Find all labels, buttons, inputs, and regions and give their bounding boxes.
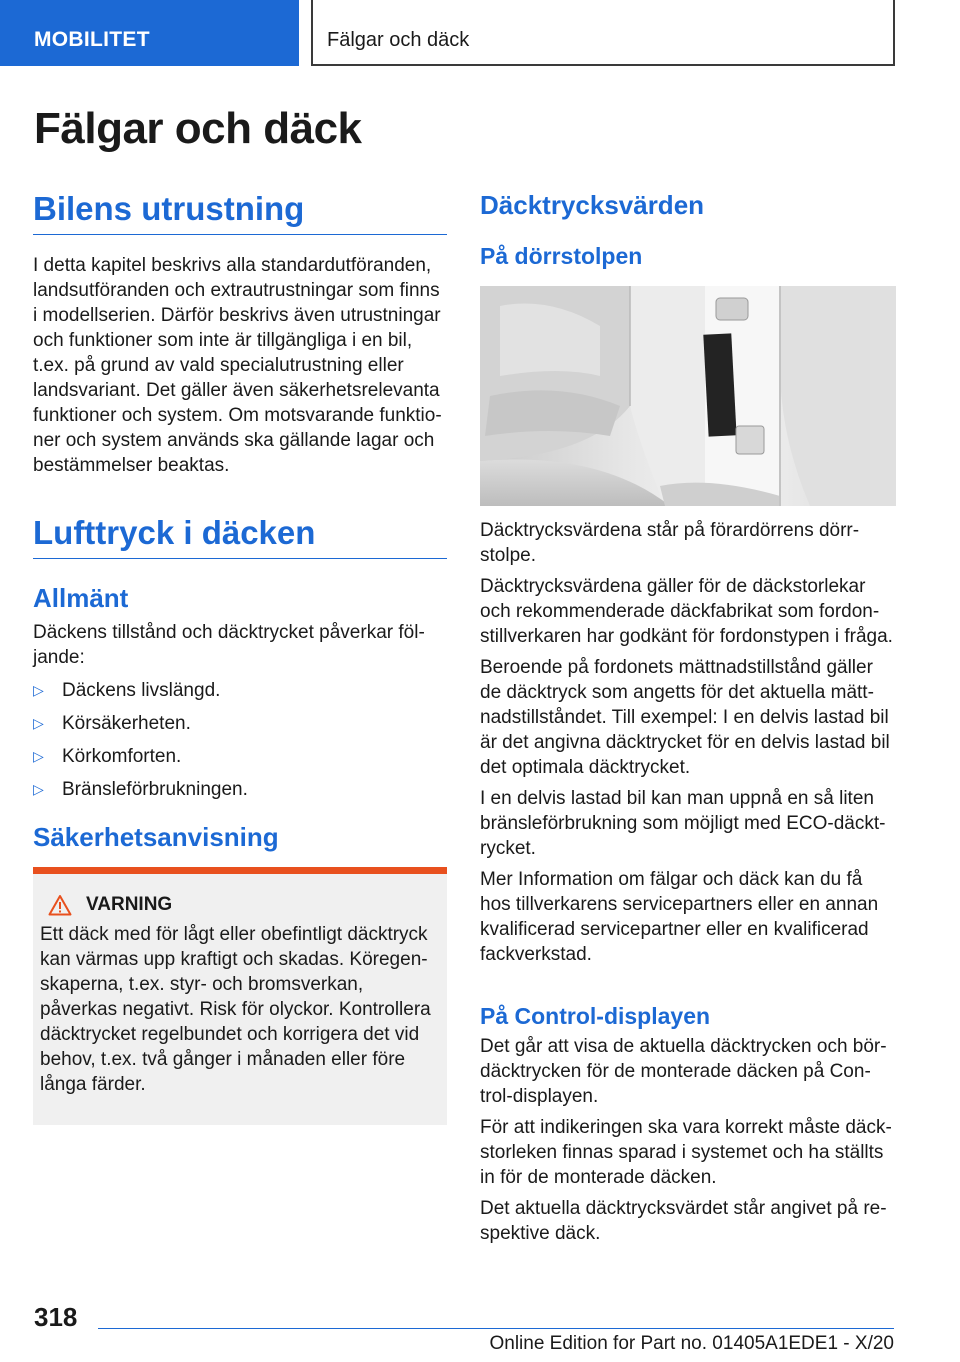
heading-bilens-utrustning: Bilens utrustning	[33, 190, 447, 235]
triangle-right-icon: ▷	[33, 781, 44, 797]
allmant-intro: Däckens tillstånd och däcktrycket påverkar följande:	[33, 622, 425, 668]
list-item	[33, 744, 447, 769]
list-item	[33, 678, 447, 703]
page-title: Fälgar och däck	[34, 104, 362, 153]
control-para-3: Det aktuella däcktrycksvärdet står angivet på respektive däck.	[480, 1198, 887, 1244]
heading-dacktrycksvarden: Däcktrycksvärden	[480, 190, 705, 220]
list-item	[33, 777, 447, 802]
edition-text: Online Edition for Part no. 01405A1EDE1 - X/20	[489, 1333, 894, 1354]
list-item	[33, 711, 447, 736]
heading-control-displayen: På Control-displayen	[480, 1003, 711, 1029]
dorr-para-3: Beroende på fordonets mättnadstillstånd gäller de däcktryck som angetts för det aktuella mättnadstillståndet. Till exempel: I en delvis lastad bil är det angivna däcktrycket för en delvis lastad bil det optimala däcktrycket.	[480, 657, 890, 778]
footer-divider	[98, 1328, 894, 1329]
warning-box	[33, 874, 447, 1125]
warning-bar	[33, 867, 447, 874]
door-pillar-illustration	[480, 286, 896, 506]
door-pillar-photo	[480, 286, 896, 506]
list-item-text: Bränsleförbrukningen.	[62, 779, 248, 800]
warning-label: VARNING	[86, 894, 173, 915]
control-para-1: Det går att visa de aktuella däcktrycken och bördäcktrycken för de monterade däcken på Control-displayen.	[480, 1036, 887, 1107]
triangle-right-icon: ▷	[33, 715, 44, 731]
dorr-para-5: Mer Information om fälgar och däck kan du få hos tillverkarens servicepartners eller en annan kvalificerad servicepartner eller en kvalificerad fackverkstad.	[480, 869, 879, 965]
right-column	[480, 190, 896, 1246]
heading-sakerhetsanvisning: Säkerhetsanvisning	[33, 822, 279, 852]
chapter-header: Fälgar och däck	[311, 0, 895, 66]
warning-text: Ett däck med för lågt eller obefintligt däcktryck kan värmas upp kraftigt och skadas. Köregenskaperna, t.ex. styr- och bromsverkan, påverkas negativt. Risk för olyckor. Kontrollera däcktrycket regelbundet och korrigera det vid behov, t.ex. två gånger i månaden eller före långa färder.	[40, 924, 431, 1095]
list-item-text: Däckens livslängd.	[62, 680, 221, 701]
list-item-text: Körkomforten.	[62, 746, 182, 767]
dorr-para-2: Däcktrycksvärdena gäller för de däckstorlekar och rekommenderade däckfabrikat som fordonstillverkaren har godkänt för fordonstypen i fråga.	[480, 576, 893, 647]
warning-triangle-icon	[48, 894, 72, 916]
bilens-body: I detta kapitel beskrivs alla standardutföranden, landsutföranden och extrautrustningar som finns i modellserien. Därför beskrivs även utrustningar och funktioner som inte är tillgängliga i en bil, t.ex. på grund av vald specialutrustning eller landsvariant. Det gäller även säkerhetsrelevanta funktioner och system. Om motsvarande funktioner och system används ska gällande lagar och bestämmelser beaktas.	[33, 255, 442, 476]
control-para-2: För att indikeringen ska vara korrekt måste däckstorleken finnas sparad i systemet och ha ställts in för de monterade däcken.	[480, 1117, 892, 1188]
dorr-para-1: Däcktrycksvärdena står på förardörrens dörrstolpe.	[480, 520, 860, 566]
warning-header	[40, 894, 439, 916]
heading-pa-dorrstolpen: På dörrstolpen	[480, 243, 643, 269]
section-tab: MOBILITET	[0, 0, 299, 66]
bullet-list	[33, 678, 447, 802]
left-column	[33, 190, 447, 1125]
heading-allmant: Allmänt	[33, 583, 129, 613]
triangle-right-icon: ▷	[33, 682, 44, 698]
heading-lufttryck: Lufttryck i däcken	[33, 514, 447, 559]
dorr-para-4: I en delvis lastad bil kan man uppnå en så liten bränsleförbrukning som möjligt med ECO-däcktrycket.	[480, 788, 886, 859]
page-number: 318	[34, 1302, 78, 1332]
list-item-text: Körsäkerheten.	[62, 713, 191, 734]
triangle-right-icon: ▷	[33, 748, 44, 764]
